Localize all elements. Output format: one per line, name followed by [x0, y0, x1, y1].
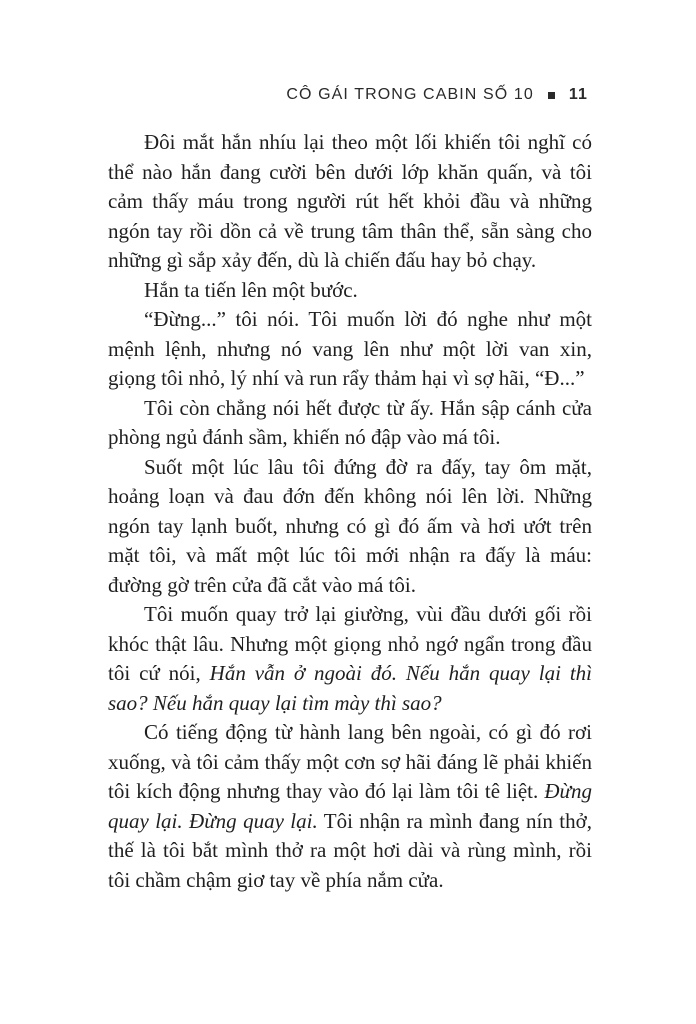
paragraph: Tôi còn chẳng nói hết được từ ấy. Hắn sập cánh cửa phòng ngủ đánh sầm, khiến nó đập vào má tôi.	[108, 395, 592, 449]
separator-square-icon	[548, 92, 555, 99]
book-title: CÔ GÁI TRONG CABIN SỐ 10	[286, 86, 534, 103]
paragraph-text: Có tiếng động từ hành lang bên ngoài, có gì đó rơi xuống, và tôi cảm thấy một cơn sợ hãi đáng lẽ phải khiến tôi kích động nhưng thay vào đó lại làm tôi tê liệt.	[108, 720, 592, 803]
running-head	[286, 86, 588, 104]
paragraph	[108, 718, 592, 895]
italic-thought: Hắn vẫn ở ngoài đó. Nếu hắn quay lại thì sao? Nếu hắn quay lại tìm mày thì sao?	[108, 661, 592, 715]
paragraph	[108, 600, 592, 718]
paragraph: Đôi mắt hắn nhíu lại theo một lối khiến tôi nghĩ có thể nào hắn đang cười bên dưới lớp khăn quấn, và tôi cảm thấy máu trong người rút hết khỏi đầu và những ngón tay rồi dồn cả về trung tâm thân thể, sẵn sàng cho những gì sắp xảy đến, dù là chiến đấu hay bỏ chạy.	[108, 130, 592, 272]
paragraph: Hắn ta tiến lên một bước.	[144, 277, 358, 302]
paragraph-text: Tôi nhận ra mình đang nín thở, thế là tôi bắt mình thở ra một hơi dài và rùng mình, rồi tôi chầm chậm giơ tay về phía nắm cửa.	[108, 808, 592, 892]
paragraph: “Đừng...” tôi nói. Tôi muốn lời đó nghe như một mệnh lệnh, nhưng nó vang lên như một lời van xin, giọng tôi nhỏ, lý nhí và run rẩy thảm hại vì sợ hãi, “Đ...”	[108, 307, 592, 390]
paragraph-text: Tôi muốn quay trở lại giường, vùi đầu dưới gối rồi khóc thật lâu. Nhưng một giọng nhỏ ngớ ngẩn trong đầu tôi cứ nói,	[108, 602, 592, 685]
italic-thought: Đừng quay lại. Đừng quay lại.	[108, 779, 592, 833]
page-number: 11	[568, 86, 588, 103]
paragraph: Suốt một lúc lâu tôi đứng đờ ra đấy, tay ôm mặt, hoảng loạn và đau đớn đến không nói lên lời. Những ngón tay lạnh buốt, nhưng có gì đó ấm và hơi ướt trên mặt tôi, và mất một lúc tôi mới nhận ra đấy là máu: đường gờ trên cửa đã cắt vào má tôi.	[108, 454, 592, 597]
body-text	[108, 128, 592, 895]
